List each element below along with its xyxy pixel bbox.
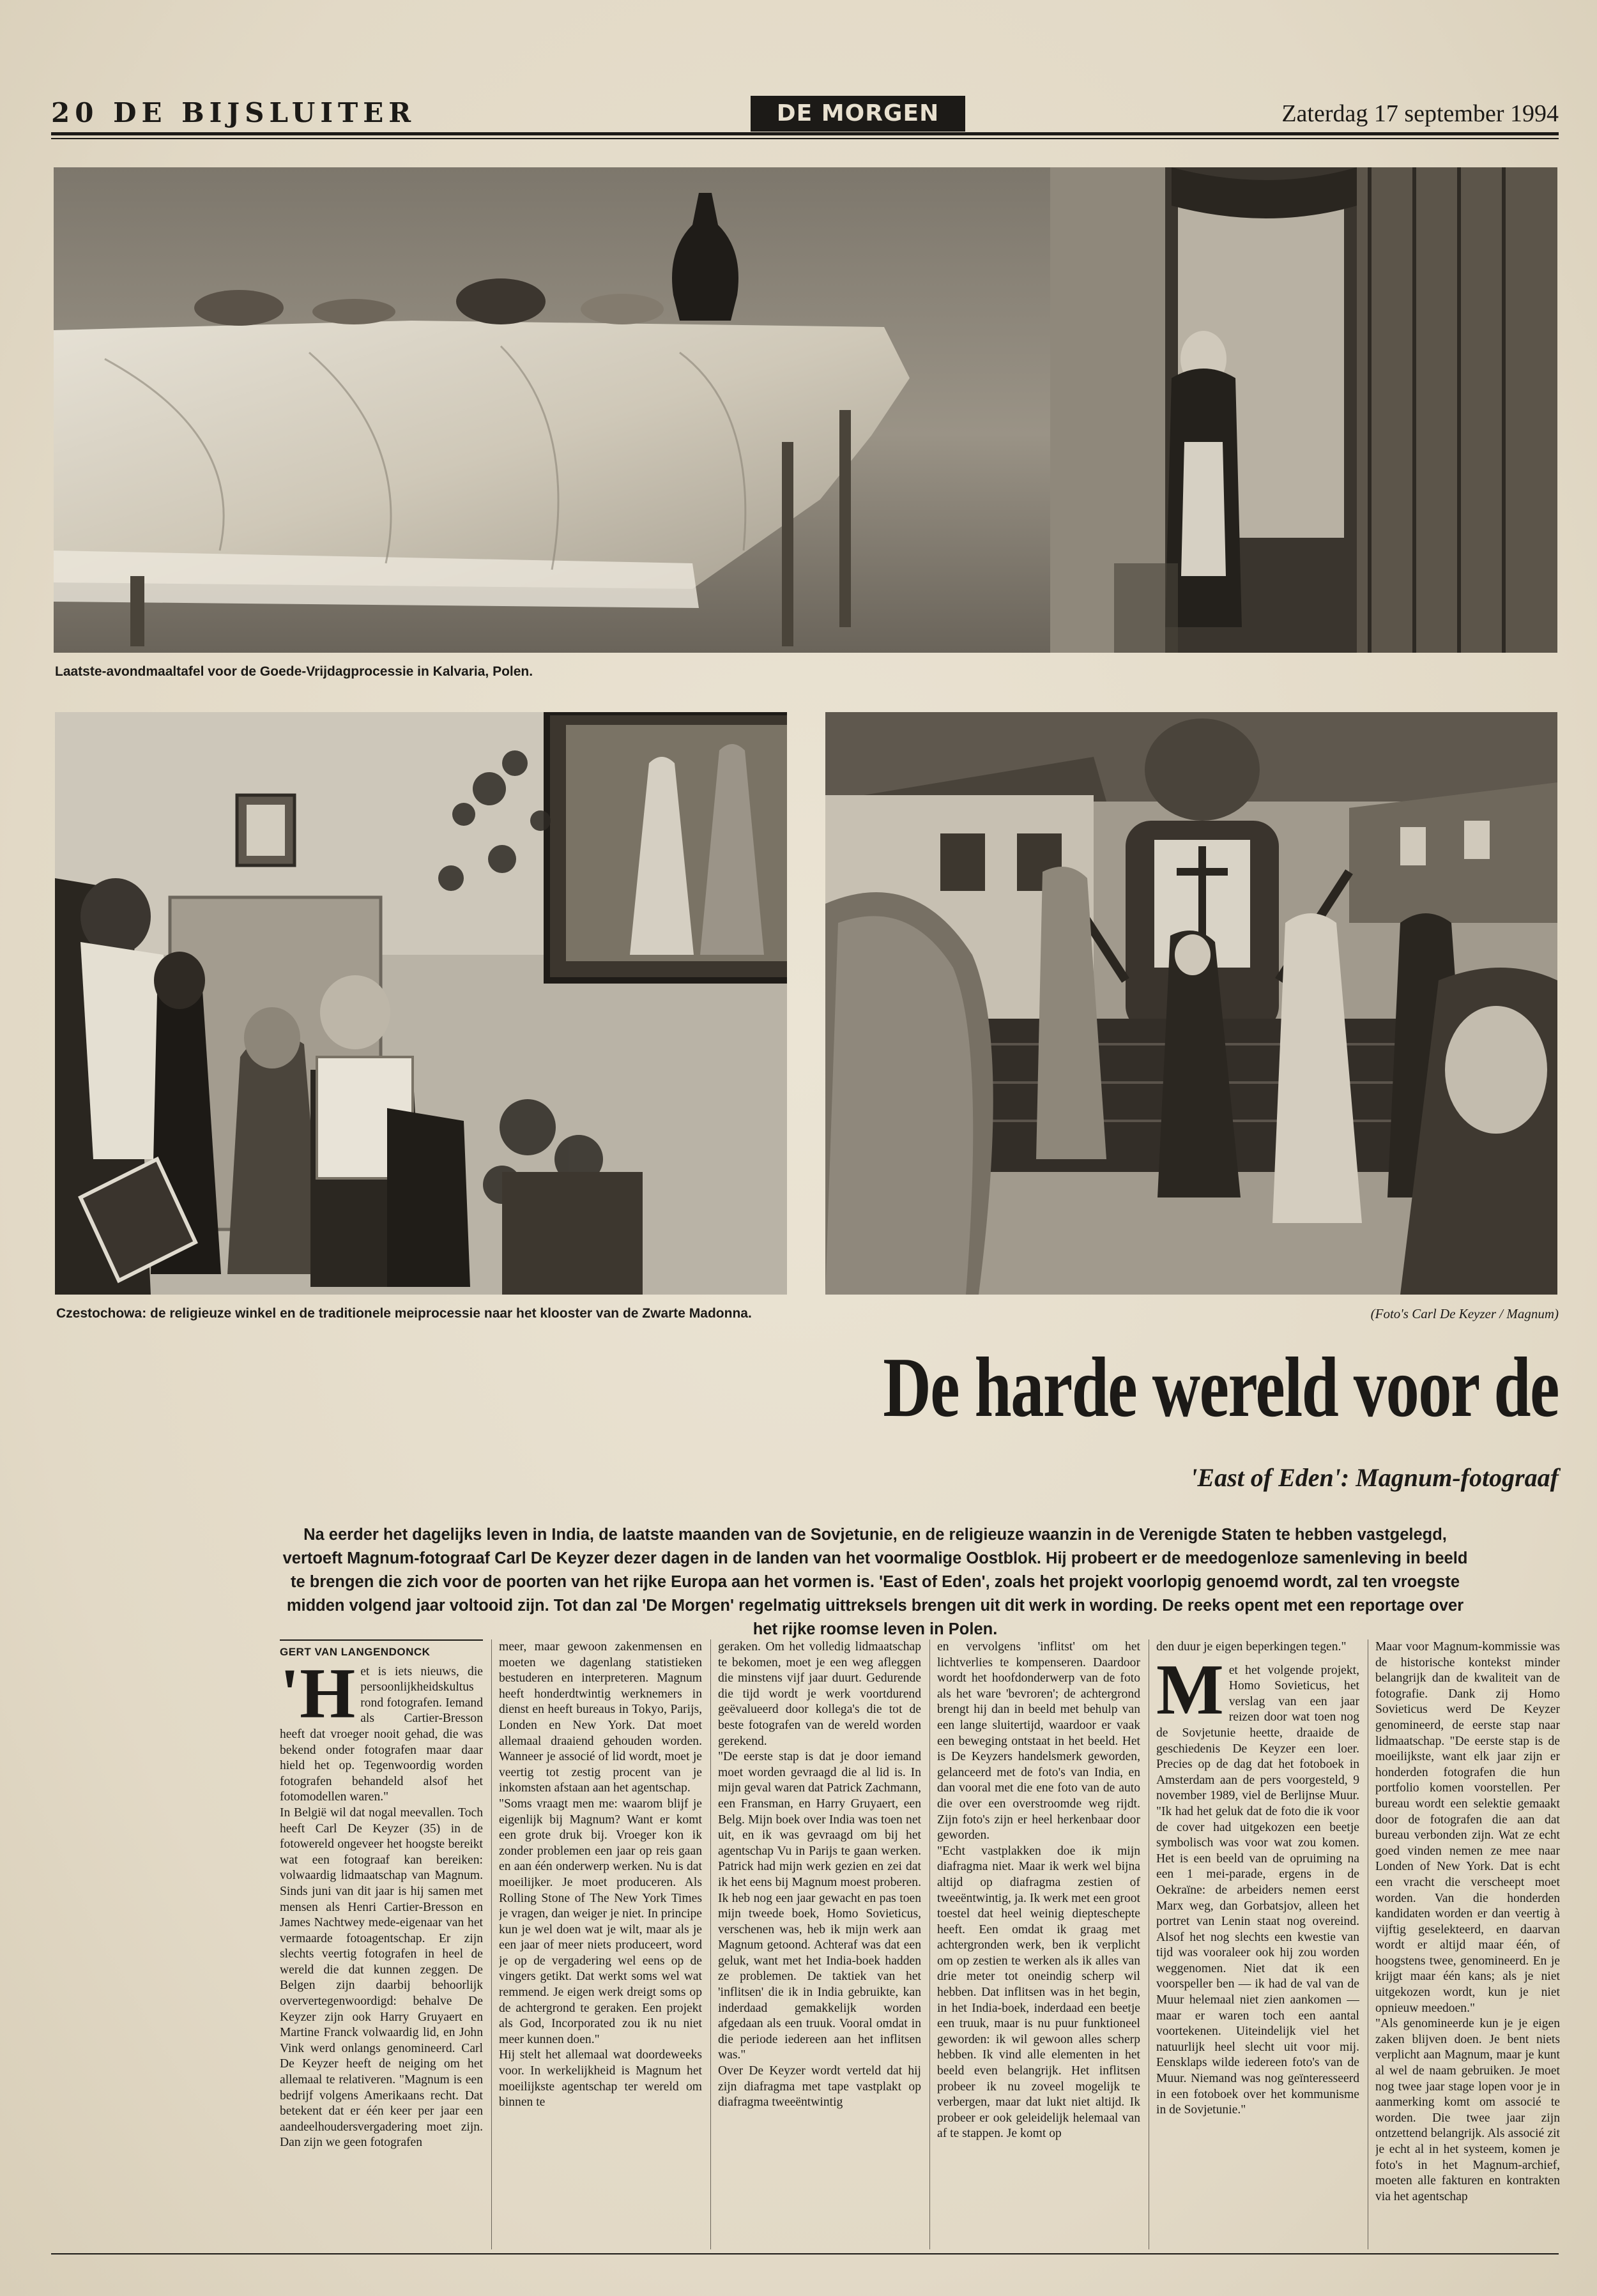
article-intro: Na eerder het dagelijks leven in India, de laatste maanden van de Sovjetunie, en de religieuze waanzin in de Verenigde Staten te hebben vastgelegd, vertoeft Magnum-fotograaf Carl De Keyzer dezer dagen in de landen van het voormalige Oostblok. Hij probeert er de meedogenloze samenleving in beeld te brengen die zich voor de poorten van het rijke Europa aan het vormen is. 'East of Eden', zoals het projekt voorlopig genoemd wordt, zal ten vroegste midden volgend jaar voltooid zijn. Tot dan zal 'De Morgen' regelmatig uittreksels brengen uit dit werk in wording. De reeks opent met een reportage over het rijke roomse leven in Polen. [282, 1526, 1468, 1638]
masthead-rule-thin [51, 138, 1559, 139]
photo-last-supper-table [54, 167, 1557, 653]
section-title: 20 DE BIJSLUITER [51, 97, 416, 128]
column-4-text-b: "Echt vastplakken doe ik mijn diafragma niet. Maar ik werk wel bijna altijd op diafragma zestien of tweeëntwintig, ja. Ik werk met een groot toestel dat heel weinig diepteschepte heeft. Een omdat ik graag met achtergronden werk, ben ik verplicht om op zestien te werken als ik alles van drie meter tot oneindig scherp wil hebben. Dat inflitsen was in het begin, in het India-boek, inderdaad een beetje een truuk, maar is nu puur funktioneel geworden: ik wil gewoon alles scherp hebben. Ik vind alle elementen in het beeld even belangrijk. Het inflitsen probeer ik nu zoveel mogelijk te verbergen, maar dat lukt niet altijd. Ik probeer er ook geleidelijk helemaal van af te stappen. Je komt op [937, 1844, 1140, 2141]
column-2 [499, 1639, 702, 2249]
column-5-text-a: den duur je eigen beperkingen tegen." [1156, 1640, 1347, 1654]
column-1-text-b: In België wil dat nogal meevallen. Toch heeft Carl De Keyzer (35) in de fotowereld ongeveer het hoogste bereikt wat een fotograaf kan bereiken: volwaardig lidmaatschap van Magnum. Sinds juni van dit jaar is hij samen met mensen als Henri Cartier-Bresson en James Nachtwey mede-eigenaar van het vermaarde fotoagentschap. Er zijn slechts veertig fotografen in heel de wereld die dat kunnen zeggen. De Belgen zijn daarbij behoorlijk oververtegenwoordigd: behalve De Keyzer zijn ook Harry Gruyaert en Martine Franck volwaardig lid, en John Vink werd onlangs genomineerd. Carl De Keyzer heeft de neiging om het allemaal te relativeren. "Magnum is een bedrijf volgens Amerikaans recht. Dat betekent dat er één keer per jaar een aandeelhoudersvergadering moet zijn. Dan zijn we geen fotografen [280, 1806, 483, 2150]
headline: De harde wereld voor de [883, 1340, 1559, 1434]
newspaper-logo: DE MORGEN [751, 96, 965, 132]
drop-cap: 'H [280, 1654, 356, 1733]
top-photo-caption: Laatste-avondmaaltafel voor de Goede-Vrijdagprocessie in Kalvaria, Polen. [55, 664, 533, 679]
column-3-text-a: geraken. Om het volledig lidmaatschap te bekomen, moet je een weg afleggen die minstens vijf jaar duurt. Gedurende die tijd wordt je werk voortdurend geëvalueerd door kollega's die tot de beste fotografen van de wereld worden gerekend. [718, 1640, 921, 1748]
column-1 [280, 1639, 483, 2249]
issue-date: Zaterdag 17 september 1994 [1281, 100, 1559, 127]
footer-rule [51, 2253, 1559, 2254]
drop-cap: M [1156, 1650, 1224, 1730]
article-body [280, 1639, 1560, 2253]
column-divider [929, 1639, 930, 2249]
column-2-text-c: Hij stelt het allemaal wat doordeweeks voor. In werkelijkheid is Magnum het moeilijkste agentschap ter wereld om binnen te [499, 2048, 702, 2110]
photo-credit: (Foto's Carl De Keyzer / Magnum) [1370, 1306, 1559, 1321]
column-4 [937, 1639, 1140, 2249]
subheadline: 'East of Eden': Magnum-fotograaf [1190, 1463, 1559, 1492]
photo-religious-shop [55, 712, 787, 1295]
column-3-text-c: Over De Keyzer wordt verteld dat hij zijn diafragma met tape vastplakt op diafragma tweeëntwintig [718, 2064, 921, 2110]
column-5 [1156, 1639, 1359, 2249]
column-6 [1375, 1639, 1560, 2249]
column-5-text-b: et het volgende projekt, Homo Sovieticus, het verslag van een jaar reizen door wat toen nog de Sovjetunie heette, draaide de geschiedenis De Keyzer een loer. Precies op de dag dat het fotoboek in Amsterdam aan de pers voorgesteld, 9 november 1989, viel de Berlijnse Muur. "Ik had het geluk dat de foto die ik voor de cover had uitgekozen een beetje symbolisch was voor wat zou komen. Het is een beeld van de opruiming na een 1 mei-parade, ergens in de Oekraïne: de arbeiders nemen eerst Marx weg, dan Gorbatsjov, alleen het portret van Lenin staat nog overeind. Alsof het nog slechts een kwestie van tijd was vooraleer ook hij zou worden weggenomen. Niet dat ik een voorspeller ben — ik had de val van de Muur helemaal niet zien aankomen — maar er waren toch een aantal voortekenen. Uiteindelijk viel het natuurlijk heel slecht uit voor mij. Eensklaps wilde iedereen foto's van de Muur. Niemand was nog geïnteresseerd in een fotoboek over het kommunisme in de Sovjetunie." [1156, 1663, 1359, 2117]
column-1-text-a: et is iets nieuws, die persoonlijkheidskultus rond fotografen. Iemand als Cartier-Bresson heeft dat vroeger nooit gehad, die was bekend onder fotografen maar daar hield het op. Tegenwoordig worden fotografen behandeld alsof het fotomodellen waren." [280, 1664, 483, 1804]
masthead [51, 96, 1559, 134]
column-4-text-a: en vervolgens 'inflitst' om het lichtverlies te kompenseren. Daardoor wordt het hoofdonderwerp van de foto als het ware 'bevroren'; de achtergrond brengt hij dan in beeld met behulp van een lange sluitertijd, waardoor er vaak een beweging ontstaat in het beeld. Het is De Keyzers handelsmerk geworden, gelanceerd met de foto's van India, en dan vooral met die ene foto van de auto die over een overstroomde weg rijdt. Zijn foto's zijn er heel herkenbaar door geworden. [937, 1640, 1140, 1843]
column-6-text-a: Maar voor Magnum-kommissie was de historische kontekst minder belangrijk dan de kwaliteit van de fotografie. Dank zij Homo Sovieticus werd De Keyzer genomineerd, de eerste stap naar lidmaatschap. "De eerste stap is de moeilijkste, want elk jaar zijn er honderden fotografen die hun portfolio komen voorstellen. Per bureau wordt een selektie gemaakt door de fotografen die aan dat bureau verbonden zijn. Wat ze echt goed vinden nemen ze mee naar Londen of New York. Dat is echt een vracht die verscheept moet worden. Van die honderden kandidaten worden er dan veertig à vijftig geselekteerd, en daarvan wordt er altijd maar één, of hoogstens twee, genomineerd. En je krijgt maar één kans; als je niet uitgekozen wordt, kun je niet opnieuw meedoen." [1375, 1640, 1560, 2015]
column-3-text-b: "De eerste stap is dat je door iemand moet worden gevraagd die al lid is. In mijn geval waren dat Patrick Zachmann, een Fransman, en Harry Gruyaert, een Belg. Mijn boek over India was toen net uit, en ik was gevraagd om bij het agentschap Vu in Parijs te gaan werken. Patrick had mijn werk gezien en zei dat ik het eens bij Magnum moest proberen. Ik heb nog een jaar gewacht en pas toen mijn tweede boek, Homo Sovieticus, verschenen was, heb ik mijn werk aan Magnum getoond. Achteraf was dat een geluk, want met het India-boek hadden ze problemen. De taktiek van het 'inflitsen' die ik in India gebruikte, kan inderdaad gemakkelijk worden afgedaan als een truuk. Vooral omdat in die periode iedereen aan het inflitsen was." [718, 1750, 921, 2062]
column-3 [718, 1639, 921, 2249]
column-divider [491, 1639, 492, 2249]
masthead-rule [51, 132, 1559, 135]
column-2-text-a: meer, maar gewoon zakenmensen en moeten we dagenlang statistieken bestuderen en interpreteren. Magnum heeft honderdtwintig werknemers in dienst en heeft bureaus in Tokyo, Parijs, Londen en New York. Dat moet allemaal draaiend gehouden worden. Wanneer je associé of lid wordt, moet je veertig tot zestig procent van je inkomsten afstaan aan het agentschap. [499, 1640, 702, 1795]
byline: GERT VAN LANGENDONCK [280, 1639, 483, 1661]
column-2-text-b: "Soms vraagt men me: waarom blijf je eigenlijk bij Magnum? Want er komt een grote druk bij. Vroeger kon ik zonder problemen een jaar op reis gaan en aan één onderwerp werken. Nu is dat moeilijker. Je moet produceren. Als Rolling Stone of The New York Times je vragen, dan weiger je niet. In principe kun je wel doen wat je wilt, maar als je een jaar of meer niets produceert, word je op de vergadering wel eens op de vingers getikt. Dat werkt soms wel wat remmend. Je eigen werk dreigt soms op de achtergrond te geraken. Een projekt als God, Incorporated zou ik nu niet meer kunnen doen." [499, 1797, 702, 2046]
column-6-text-b: "Als genomineerde kun je je eigen zaken blijven doen. Je bent niets verplicht aan Magnum, maar je kunt al wel de naam gebruiken. Je moet nog twee jaar stage lopen voor je in aanmerking komt om associé te worden. Die twee jaar zijn ontzettend belangrijk. Als associé zit je echt al in het systeem, komen je foto's in het Magnum-archief, moeten alle fakturen en kontrakten via het agentschap [1375, 2017, 1560, 2203]
column-divider [710, 1639, 711, 2249]
photo-may-procession [825, 712, 1557, 1295]
bottom-photo-caption: Czestochowa: de religieuze winkel en de traditionele meiprocessie naar het klooster van de Zwarte Madonna. [56, 1306, 752, 1321]
